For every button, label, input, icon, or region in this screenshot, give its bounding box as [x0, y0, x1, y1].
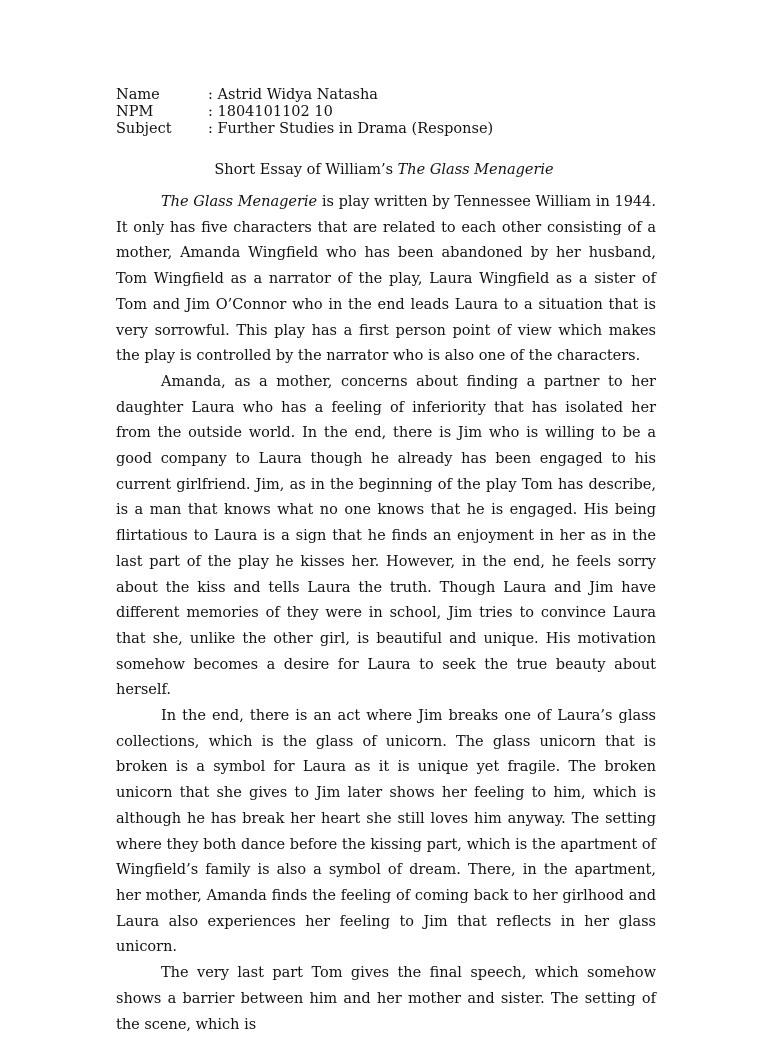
- subject-row: [116, 121, 656, 138]
- name-label: Name: [116, 87, 160, 103]
- npm-value: : 1804101102 10: [208, 104, 333, 120]
- paragraph-2: Amanda, as a mother, concerns about finding a partner to her daughter Laura who has a feeling of inferiority that has isolated her from the outside world. In the end, there is Jim who is willing to be a good company to Laura though he already has been engaged to his current girlfriend. Jim, as in the beginning of the play Tom has describe, is a man that knows what no one knows that he is engaged. His being flirtatious to Laura is a sign that he finds an enjoyment in her as in the last part of the play he kisses her. However, in the end, he feels sorry about the kiss and tells Laura the truth. Though Laura and Jim have different memories of they were in school, Jim tries to convince Laura that she, unlike the other girl, is beautiful and unique. His motivation somehow becomes a desire for Laura to seek the true beauty about herself.: [116, 373, 656, 699]
- paragraph-1-italic-lead: The Glass Menagerie: [161, 194, 318, 210]
- paragraph-1-text: is play written by Tennessee William in 1944. It only has five characters that are related to each other consisting of a mother, Amanda Wingfield who has been abandoned by her husband, Tom Wingfield as a narrator of the play, Laura Wingfield as a sister of Tom and Jim O’Connor who in the end leads Laura to a situation that is very sorrowful. This play has a first person point of view which makes the play is controlled by the narrator who is also one of the characters.: [116, 194, 656, 365]
- essay-title: [0, 160, 768, 180]
- name-value: : Astrid Widya Natasha: [208, 87, 378, 103]
- header-block: [116, 87, 656, 138]
- essay-body: [116, 190, 656, 1038]
- paragraph-3: In the end, there is an act where Jim breaks one of Laura’s glass collections, which is the glass of unicorn. The glass unicorn that is broken is a symbol for Laura as it is unique yet fragile. The broken unicorn that she gives to Jim later shows her feeling to him, which is although he has break her heart she still loves him anyway. The setting where they both dance before the kissing part, which is the apartment of Wingfield’s family is also a symbol of dream. There, in the apartment, her mother, Amanda finds the feeling of coming back to her girlhood and Laura also experiences her feeling to Jim that reflects in her glass unicorn.: [116, 708, 656, 956]
- subject-label: Subject: [116, 121, 172, 137]
- npm-label: NPM: [116, 104, 154, 120]
- title-prefix: Short Essay of William’s: [214, 162, 398, 178]
- name-row: [116, 87, 656, 104]
- paragraph-4: The very last part Tom gives the final speech, which somehow shows a barrier between him and her mother and sister. The setting of the scene, which is: [116, 965, 656, 1033]
- title-work: The Glass Menagerie: [397, 162, 554, 178]
- npm-row: [116, 104, 656, 121]
- subject-value: : Further Studies in Drama (Response): [208, 121, 494, 137]
- paragraph-1: [116, 190, 656, 370]
